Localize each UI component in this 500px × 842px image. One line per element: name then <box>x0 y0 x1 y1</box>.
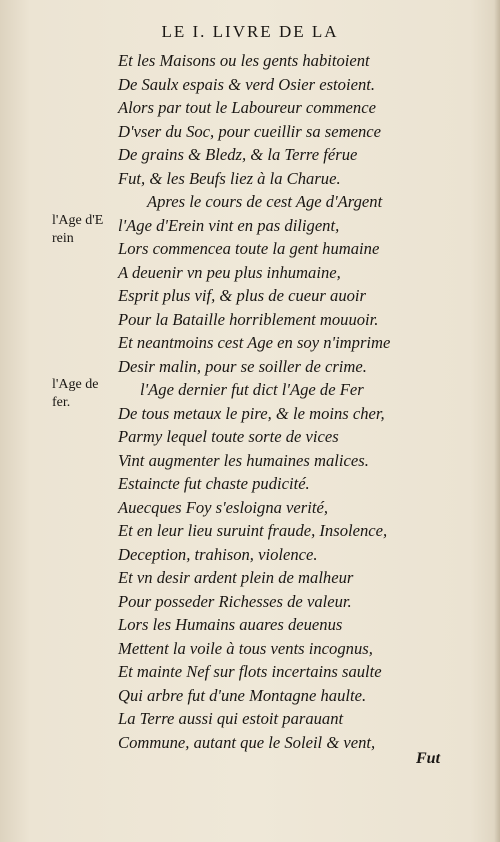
verse-line: Vint augmenter les humaines malices. <box>118 450 369 470</box>
verse-line: Apres le cours de cest Age d'Argent <box>147 192 383 211</box>
verse-line: Auecques Foy s'esloigna verité, <box>118 497 328 517</box>
verse-line: De Saulx espais & verd Osier estoient. <box>118 74 376 94</box>
verse-line: Mettent la voile à tous vents incognus, <box>118 638 373 658</box>
verse-line: Deception, trahison, violence. <box>118 544 318 564</box>
verse-line: D'vser du Soc, pour cueillir sa semence <box>118 121 381 141</box>
verse-line: Desir malin, pour se soiller de crime. <box>118 356 367 376</box>
page-edge-shadow <box>494 0 500 842</box>
running-header: LE I. LIVRE DE LA <box>161 22 339 41</box>
verse-line: Et neantmoins cest Age en soy n'imprime <box>118 333 391 352</box>
verse-line: Pour la Bataille horriblement mouuoir. <box>118 309 379 329</box>
verse-line: Parmy lequel toute sorte de vices <box>118 427 339 446</box>
verse-line: l'Age dernier fut dict l'Age de Fer <box>140 380 364 399</box>
verse-line: Et en leur lieu suruint fraude, Insolence, <box>118 521 388 540</box>
verse-line: Lors les Humains auares deuenus <box>118 615 343 634</box>
verse-line: La Terre aussi qui estoit parauant <box>118 709 344 728</box>
verse-line: Alors par tout le Laboureur commence <box>118 98 376 117</box>
verse-line: De grains & Bledz, & la Terre férue <box>118 145 358 164</box>
verse-line: l'Age d'Erein vint en pas diligent, <box>118 215 340 235</box>
margin-note-age-erein: l'Age d'E rein <box>52 213 104 246</box>
verse-line: Fut, & les Beufs liez à la Charue. <box>118 168 341 188</box>
verse-line: Qui arbre fut d'une Montagne haulte. <box>118 685 367 705</box>
verse-line: Esprit plus vif, & plus de cueur auoir <box>118 286 366 305</box>
verse-line: Lors commencea toute la gent humaine <box>118 239 380 258</box>
margin-note-age-fer: l'Age de fer. <box>52 377 99 410</box>
verse-line: Et vn desir ardent plein de malheur <box>118 568 354 587</box>
verse-line: Estaincte fut chaste pudicité. <box>118 474 310 493</box>
verse-line: Commune, autant que le Soleil & vent, <box>118 732 376 752</box>
verse-line: De tous metaux le pire, & le moins cher, <box>118 403 385 423</box>
verse-line: Et mainte Nef sur flots incertains saulte <box>118 662 382 681</box>
verse-line: Pour posseder Richesses de valeur. <box>118 591 352 611</box>
verse-line: A deuenir vn peu plus inhumaine, <box>118 262 341 282</box>
catchword: Fut <box>416 750 441 767</box>
verse-line: Et les Maisons ou les gents habitoient <box>118 51 370 70</box>
